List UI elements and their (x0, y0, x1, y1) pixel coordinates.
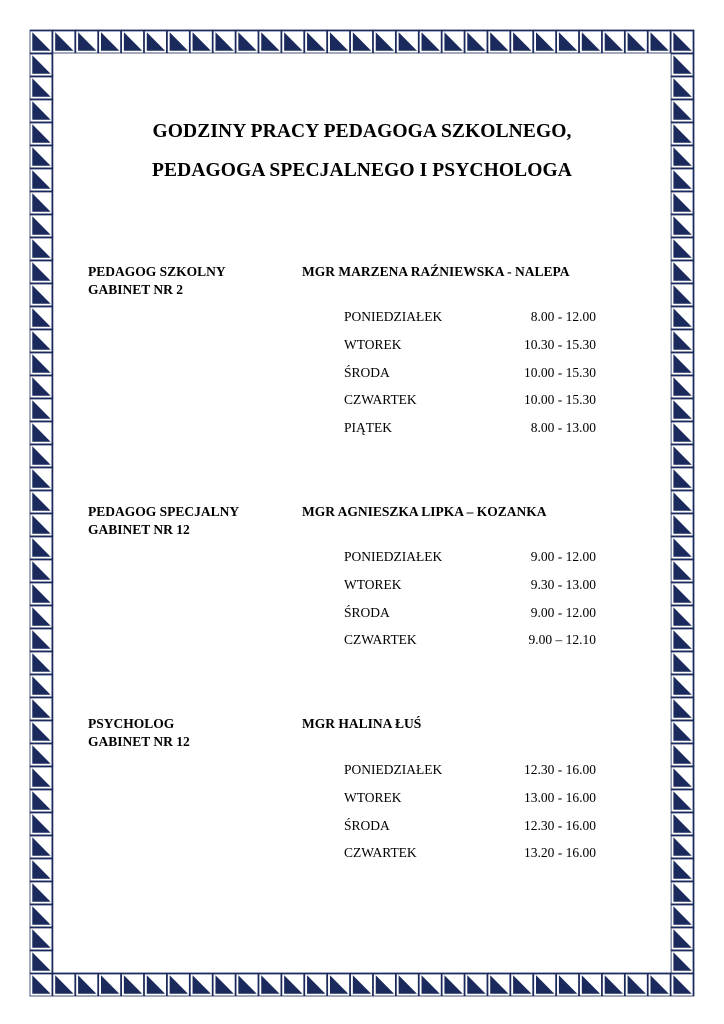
border-tile (671, 214, 694, 237)
border-tile (671, 743, 694, 766)
schedule-hours: 9.30 - 13.00 (530, 577, 596, 592)
section-room: GABINET NR 12 (88, 522, 190, 537)
section-room: GABINET NR 2 (88, 282, 184, 297)
border-tile (671, 766, 694, 789)
schedule-row (344, 844, 596, 862)
border-tile (30, 628, 53, 651)
border-tile (580, 30, 603, 53)
border-tile (442, 973, 465, 996)
border-tile (671, 237, 694, 260)
schedule-hours: 10.00 - 15.30 (524, 365, 596, 380)
border-tile (190, 30, 213, 53)
border-tile (671, 398, 694, 421)
border-tile (30, 605, 53, 628)
border-tile (671, 306, 694, 329)
border-tile (671, 352, 694, 375)
border-tile (625, 973, 648, 996)
border-tile (30, 99, 53, 122)
border-tile (190, 973, 213, 996)
schedule-day: PIĄTEK (344, 420, 392, 435)
border-tile (373, 973, 396, 996)
border-tile (30, 904, 53, 927)
schedule-hours: 13.00 - 16.00 (524, 790, 596, 805)
border-tile (671, 881, 694, 904)
border-tile (236, 973, 259, 996)
border-tile (30, 559, 53, 582)
border-tile (30, 444, 53, 467)
border-tile (671, 789, 694, 812)
border-tile (671, 53, 694, 76)
document-title-line-2: PEDAGOGA SPECJALNEGO I PSYCHOLOGA (152, 160, 572, 181)
border-tile (122, 973, 145, 996)
border-tile (30, 375, 53, 398)
section-person: MGR MARZENA RAŹNIEWSKA - NALEPA (302, 264, 570, 279)
schedule-row (344, 336, 596, 354)
schedule-day: PONIEDZIAŁEK (344, 762, 443, 777)
border-tile (625, 30, 648, 53)
border-tile (30, 513, 53, 536)
border-tile (30, 283, 53, 306)
schedule-day: CZWARTEK (344, 392, 417, 407)
border-tile (30, 743, 53, 766)
schedule-day: ŚRODA (344, 605, 390, 620)
border-tile (167, 30, 190, 53)
schedule-hours: 8.00 - 12.00 (530, 309, 596, 324)
section-role: PEDAGOG SPECJALNY (88, 504, 240, 519)
border-tile (30, 306, 53, 329)
border-tile (419, 30, 442, 53)
border-tile (671, 490, 694, 513)
border-tile (465, 30, 488, 53)
border-tile (396, 30, 419, 53)
border-tile (30, 30, 53, 53)
border-tile (671, 191, 694, 214)
border-tile (351, 973, 374, 996)
schedule-hours: 10.30 - 15.30 (524, 337, 596, 352)
schedule-row (344, 364, 596, 382)
section-role: PEDAGOG SZKOLNY (88, 264, 226, 279)
border-tile (671, 30, 694, 53)
border-tile (167, 973, 190, 996)
schedule-row (344, 576, 596, 594)
section-person: MGR AGNIESZKA LIPKA – KOZANKA (302, 504, 547, 519)
border-tile (30, 858, 53, 881)
border-tile (30, 398, 53, 421)
schedule-day: ŚRODA (344, 818, 390, 833)
border-tile (30, 950, 53, 973)
border-tile (282, 30, 305, 53)
border-tile (30, 812, 53, 835)
border-tile (671, 835, 694, 858)
schedule-day: CZWARTEK (344, 845, 417, 860)
border-tile (671, 444, 694, 467)
border-tile (671, 973, 694, 996)
border-tile (30, 651, 53, 674)
border-tile (30, 467, 53, 490)
border-tile (671, 421, 694, 444)
schedule-day: PONIEDZIAŁEK (344, 549, 443, 564)
section-role: PSYCHOLOG (88, 716, 175, 731)
border-tile (122, 30, 145, 53)
border-tile (30, 76, 53, 99)
border-tile (465, 973, 488, 996)
schedule-row (344, 548, 596, 566)
border-tile (30, 766, 53, 789)
schedule-row (344, 789, 596, 807)
border-tile (53, 30, 76, 53)
border-tile (557, 30, 580, 53)
border-tile (671, 513, 694, 536)
border-tile (419, 973, 442, 996)
border-tile (30, 421, 53, 444)
schedule-row (344, 817, 596, 835)
border-tile (373, 30, 396, 53)
border-tile (305, 973, 328, 996)
border-tile (671, 559, 694, 582)
border-tile (53, 973, 76, 996)
border-tile (76, 30, 99, 53)
schedule-hours: 12.30 - 16.00 (524, 818, 596, 833)
border-tile (511, 973, 534, 996)
border-tile (488, 30, 511, 53)
border-tile (671, 628, 694, 651)
border-tile (580, 973, 603, 996)
border-tile (30, 973, 53, 996)
schedule-hours: 12.30 - 16.00 (524, 762, 596, 777)
border-tile (557, 973, 580, 996)
border-tile (282, 973, 305, 996)
border-tile (351, 30, 374, 53)
border-tile (30, 582, 53, 605)
border-tile (671, 950, 694, 973)
border-tile (213, 30, 236, 53)
border-tile (30, 237, 53, 260)
schedule-day: CZWARTEK (344, 632, 417, 647)
border-tile (30, 260, 53, 283)
border-tile (396, 973, 419, 996)
border-tile (30, 214, 53, 237)
schedule-hours: 9.00 - 12.00 (530, 605, 596, 620)
document-title-line-1: GODZINY PRACY PEDAGOGA SZKOLNEGO, (152, 121, 572, 142)
border-tile (671, 697, 694, 720)
border-tile (511, 30, 534, 53)
border-tile (671, 76, 694, 99)
schedule-day: WTOREK (344, 337, 402, 352)
border-tile (30, 835, 53, 858)
border-tile (671, 904, 694, 927)
border-tile (671, 651, 694, 674)
schedule-row (344, 604, 596, 622)
border-tile (671, 674, 694, 697)
border-tile (236, 30, 259, 53)
border-tile (144, 973, 167, 996)
border-tile (671, 927, 694, 950)
border-tile (534, 973, 557, 996)
schedule-hours: 8.00 - 13.00 (530, 420, 596, 435)
border-tile (30, 536, 53, 559)
border-tile (671, 812, 694, 835)
schedule-hours: 13.20 - 16.00 (524, 845, 596, 860)
border-tile (671, 467, 694, 490)
border-tile (648, 973, 671, 996)
border-tile (671, 536, 694, 559)
border-tile (30, 490, 53, 513)
border-tile (99, 973, 122, 996)
border-tile (671, 858, 694, 881)
border-tile (76, 973, 99, 996)
schedule-hours: 10.00 - 15.30 (524, 392, 596, 407)
section-person: MGR HALINA ŁUŚ (302, 716, 422, 731)
border-tile (30, 881, 53, 904)
schedule-row (344, 761, 596, 779)
border-tile (488, 973, 511, 996)
schedule-row (344, 419, 596, 437)
border-tile (30, 329, 53, 352)
border-tile (144, 30, 167, 53)
border-tile (602, 30, 625, 53)
border-tile (30, 720, 53, 743)
border-tile (259, 30, 282, 53)
border-tile (30, 927, 53, 950)
section-room: GABINET NR 12 (88, 734, 190, 749)
schedule-row (344, 391, 596, 409)
border-tile (671, 283, 694, 306)
border-tile (671, 99, 694, 122)
schedule-day: WTOREK (344, 790, 402, 805)
border-tile (442, 30, 465, 53)
schedule-day: ŚRODA (344, 365, 390, 380)
border-tile (30, 697, 53, 720)
border-tile (671, 720, 694, 743)
border-tile (671, 605, 694, 628)
border-tile (671, 582, 694, 605)
border-tile (328, 30, 351, 53)
schedule-hours: 9.00 - 12.00 (530, 549, 596, 564)
schedule-day: WTOREK (344, 577, 402, 592)
border-tile (259, 973, 282, 996)
border-tile (305, 30, 328, 53)
schedule-row (344, 308, 596, 326)
border-tile (30, 53, 53, 76)
border-tile (30, 352, 53, 375)
border-tile (671, 329, 694, 352)
schedule-day: PONIEDZIAŁEK (344, 309, 443, 324)
border-tile (30, 789, 53, 812)
schedule-hours: 9.00 – 12.10 (528, 632, 596, 647)
border-tile (671, 260, 694, 283)
border-tile (30, 191, 53, 214)
border-tile (99, 30, 122, 53)
border-tile (602, 973, 625, 996)
border-tile (328, 973, 351, 996)
schedule-row (344, 631, 596, 649)
border-tile (648, 30, 671, 53)
border-tile (213, 973, 236, 996)
border-tile (671, 375, 694, 398)
border-tile (30, 674, 53, 697)
border-tile (534, 30, 557, 53)
